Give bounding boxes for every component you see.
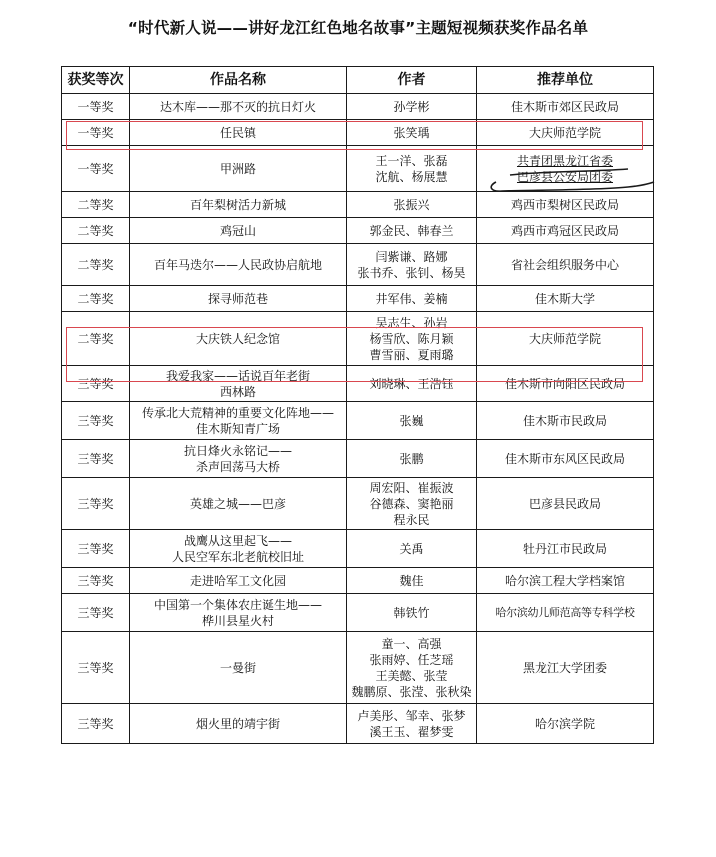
cell-title bbox=[130, 704, 347, 744]
cell-unit-line: 佳木斯市郊区民政局 bbox=[510, 99, 619, 114]
cell-title-line: 杀声回荡马大桥 bbox=[195, 459, 280, 474]
cell-title-line: 走进哈军工文化园 bbox=[189, 573, 286, 588]
cell-authors bbox=[347, 632, 477, 704]
cell-unit bbox=[477, 244, 654, 286]
cell-title bbox=[130, 244, 347, 286]
cell-rank: 二等奖 bbox=[62, 286, 130, 312]
cell-unit bbox=[477, 94, 654, 120]
cell-title bbox=[130, 286, 347, 312]
cell-unit-line: 鸡西市梨树区民政局 bbox=[510, 197, 619, 212]
cell-authors-line: 郭金民、韩春兰 bbox=[369, 223, 454, 238]
cell-unit-line: 佳木斯市民政局 bbox=[522, 413, 607, 428]
header-author: 作者 bbox=[347, 67, 477, 94]
cell-authors-line: 王一洋、张磊 bbox=[375, 153, 448, 168]
table-row bbox=[62, 704, 654, 744]
cell-title-line: 我爱我家——话说百年老街 bbox=[165, 368, 310, 383]
cell-title-line: 百年梨树活力新城 bbox=[189, 197, 286, 212]
cell-rank: 三等奖 bbox=[62, 440, 130, 478]
cell-unit bbox=[477, 402, 654, 440]
table-header-row bbox=[62, 67, 654, 94]
cell-unit-line: 佳木斯市向阳区民政局 bbox=[504, 376, 625, 391]
cell-title-line: 桦川县星火村 bbox=[201, 613, 274, 628]
header-unit: 推荐单位 bbox=[477, 67, 654, 94]
table-row bbox=[62, 244, 654, 286]
cell-authors bbox=[347, 402, 477, 440]
header-title: 作品名称 bbox=[130, 67, 347, 94]
cell-authors-line: 魏佳 bbox=[399, 573, 424, 588]
table-row bbox=[62, 530, 654, 568]
cell-title-line: 战鹰从这里起飞—— bbox=[183, 533, 292, 548]
cell-authors-line: 张雨婷、任芝瑶 bbox=[369, 652, 454, 667]
cell-authors bbox=[347, 312, 477, 366]
table-row bbox=[62, 218, 654, 244]
cell-authors bbox=[347, 440, 477, 478]
cell-rank: 三等奖 bbox=[62, 366, 130, 402]
cell-title bbox=[130, 366, 347, 402]
cell-unit-line: 黑龙江大学团委 bbox=[522, 660, 607, 675]
cell-title-line: 大庆铁人纪念馆 bbox=[195, 331, 280, 346]
cell-authors bbox=[347, 568, 477, 594]
cell-authors bbox=[347, 704, 477, 744]
cell-unit bbox=[477, 120, 654, 146]
cell-title-line: 西林路 bbox=[219, 384, 256, 399]
cell-unit-line: 巴彦县公安局团委 bbox=[516, 169, 613, 184]
cell-authors-line: 沈航、杨展慧 bbox=[375, 169, 448, 184]
table-row bbox=[62, 594, 654, 632]
cell-title bbox=[130, 192, 347, 218]
cell-unit bbox=[477, 192, 654, 218]
cell-unit-line: 大庆师范学院 bbox=[528, 125, 601, 140]
cell-authors-line: 曹雪丽、夏雨璐 bbox=[369, 347, 454, 362]
cell-unit bbox=[477, 366, 654, 402]
cell-title bbox=[130, 530, 347, 568]
cell-authors bbox=[347, 244, 477, 286]
cell-rank: 三等奖 bbox=[62, 568, 130, 594]
table-row bbox=[62, 478, 654, 530]
cell-rank: 一等奖 bbox=[62, 94, 130, 120]
cell-authors bbox=[347, 530, 477, 568]
cell-unit bbox=[477, 218, 654, 244]
cell-authors-line: 张鹏 bbox=[399, 451, 424, 466]
table-row bbox=[62, 366, 654, 402]
cell-unit bbox=[477, 478, 654, 530]
cell-authors-line: 谷德森、窦艳丽 bbox=[369, 496, 454, 511]
cell-rank: 一等奖 bbox=[62, 120, 130, 146]
cell-title-line: 甲洲路 bbox=[219, 161, 256, 176]
cell-authors-line: 周宏阳、崔振波 bbox=[369, 480, 454, 495]
cell-unit bbox=[477, 594, 654, 632]
cell-title-line: 英雄之城——巴彦 bbox=[189, 496, 286, 511]
table-row bbox=[62, 440, 654, 478]
cell-title bbox=[130, 478, 347, 530]
cell-title bbox=[130, 568, 347, 594]
cell-unit-line: 哈尔滨学院 bbox=[534, 716, 595, 731]
cell-authors-line: 张笑瑀 bbox=[393, 125, 430, 140]
cell-authors-line: 吴志生、孙岩 bbox=[375, 315, 448, 330]
cell-authors-line: 张书乔、张钊、杨昊 bbox=[357, 265, 466, 280]
cell-rank: 三等奖 bbox=[62, 402, 130, 440]
cell-authors bbox=[347, 286, 477, 312]
cell-title bbox=[130, 632, 347, 704]
cell-authors-line: 卢美彤、邹幸、张梦 bbox=[357, 708, 466, 723]
cell-title bbox=[130, 594, 347, 632]
cell-authors-line: 闫紫谦、路娜 bbox=[375, 249, 448, 264]
cell-unit-line: 哈尔滨工程大学档案馆 bbox=[504, 573, 625, 588]
cell-authors bbox=[347, 366, 477, 402]
table-row bbox=[62, 146, 654, 192]
cell-authors-line: 王美懿、张莹 bbox=[375, 668, 448, 683]
table-row bbox=[62, 286, 654, 312]
table-row bbox=[62, 94, 654, 120]
cell-authors-line: 程永民 bbox=[393, 512, 430, 527]
cell-unit-line: 巴彦县民政局 bbox=[528, 496, 601, 511]
cell-unit bbox=[477, 568, 654, 594]
cell-authors-line: 杨雪欣、陈月颖 bbox=[369, 331, 454, 346]
cell-title-line: 鸡冠山 bbox=[219, 223, 256, 238]
cell-title bbox=[130, 146, 347, 192]
cell-rank: 三等奖 bbox=[62, 632, 130, 704]
cell-rank: 三等奖 bbox=[62, 704, 130, 744]
cell-authors-line: 张振兴 bbox=[393, 197, 430, 212]
cell-unit-line: 共青团黑龙江省委 bbox=[516, 153, 613, 168]
cell-unit-line: 哈尔滨幼儿师范高等专科学校 bbox=[495, 605, 635, 619]
cell-unit-line: 大庆师范学院 bbox=[528, 331, 601, 346]
cell-title-line: 一曼街 bbox=[219, 660, 256, 675]
table-row bbox=[62, 192, 654, 218]
cell-unit-line: 牡丹江市民政局 bbox=[522, 541, 607, 556]
cell-rank: 二等奖 bbox=[62, 192, 130, 218]
cell-title bbox=[130, 94, 347, 120]
cell-unit bbox=[477, 312, 654, 366]
cell-authors-line: 井军伟、姜楠 bbox=[375, 291, 448, 306]
award-table bbox=[61, 66, 654, 744]
cell-authors bbox=[347, 192, 477, 218]
cell-title-line: 人民空军东北老航校旧址 bbox=[171, 549, 304, 564]
cell-authors-line: 关禹 bbox=[399, 541, 424, 556]
cell-title-line: 达木库——那不灭的抗日灯火 bbox=[159, 99, 316, 114]
cell-rank: 二等奖 bbox=[62, 244, 130, 286]
cell-title bbox=[130, 312, 347, 366]
cell-authors-line: 孙学彬 bbox=[393, 99, 430, 114]
table-row bbox=[62, 120, 654, 146]
cell-unit-line: 佳木斯市东风区民政局 bbox=[504, 451, 625, 466]
cell-rank: 三等奖 bbox=[62, 478, 130, 530]
cell-unit bbox=[477, 704, 654, 744]
cell-unit bbox=[477, 146, 654, 192]
header-rank: 获奖等次 bbox=[62, 67, 130, 94]
table-row bbox=[62, 312, 654, 366]
cell-unit bbox=[477, 286, 654, 312]
cell-unit bbox=[477, 530, 654, 568]
cell-authors-line: 韩铁竹 bbox=[393, 605, 430, 620]
cell-title bbox=[130, 402, 347, 440]
cell-title-line: 中国第一个集体农庄诞生地—— bbox=[153, 597, 322, 612]
cell-title bbox=[130, 218, 347, 244]
cell-title bbox=[130, 440, 347, 478]
cell-unit-line: 佳木斯大学 bbox=[534, 291, 595, 306]
cell-title-line: 烟火里的靖宇街 bbox=[195, 716, 280, 731]
cell-title-line: 佳木斯知青广场 bbox=[195, 421, 280, 436]
cell-authors bbox=[347, 94, 477, 120]
cell-authors bbox=[347, 120, 477, 146]
cell-authors-line: 刘晓琳、王浩钰 bbox=[369, 376, 454, 391]
cell-unit bbox=[477, 440, 654, 478]
cell-rank: 一等奖 bbox=[62, 146, 130, 192]
cell-authors bbox=[347, 218, 477, 244]
cell-authors bbox=[347, 594, 477, 632]
cell-authors-line: 张巍 bbox=[399, 413, 424, 428]
cell-unit-line: 鸡西市鸡冠区民政局 bbox=[510, 223, 619, 238]
cell-rank: 二等奖 bbox=[62, 312, 130, 366]
cell-rank: 三等奖 bbox=[62, 594, 130, 632]
cell-authors-line: 魏鹏原、张滢、张秋染 bbox=[351, 684, 472, 699]
cell-authors bbox=[347, 478, 477, 530]
cell-unit-line: 省社会组织服务中心 bbox=[510, 257, 619, 272]
cell-authors bbox=[347, 146, 477, 192]
cell-title-line: 百年马迭尔——人民政协启航地 bbox=[153, 257, 322, 272]
cell-authors-line: 童一、高强 bbox=[381, 636, 442, 651]
page-title: “时代新人说——讲好龙江红色地名故事”主题短视频获奖作品名单 bbox=[127, 19, 589, 37]
cell-unit bbox=[477, 632, 654, 704]
cell-rank: 二等奖 bbox=[62, 218, 130, 244]
table-row bbox=[62, 632, 654, 704]
table-row bbox=[62, 402, 654, 440]
cell-title-line: 传承北大荒精神的重要文化阵地—— bbox=[141, 405, 334, 420]
cell-title-line: 任民镇 bbox=[219, 125, 256, 140]
table-row bbox=[62, 568, 654, 594]
cell-title bbox=[130, 120, 347, 146]
cell-authors-line: 溪王玉、翟梦雯 bbox=[369, 724, 454, 739]
cell-rank: 三等奖 bbox=[62, 530, 130, 568]
cell-title-line: 抗日烽火永铭记—— bbox=[183, 443, 292, 458]
cell-title-line: 探寻师范巷 bbox=[207, 291, 268, 306]
